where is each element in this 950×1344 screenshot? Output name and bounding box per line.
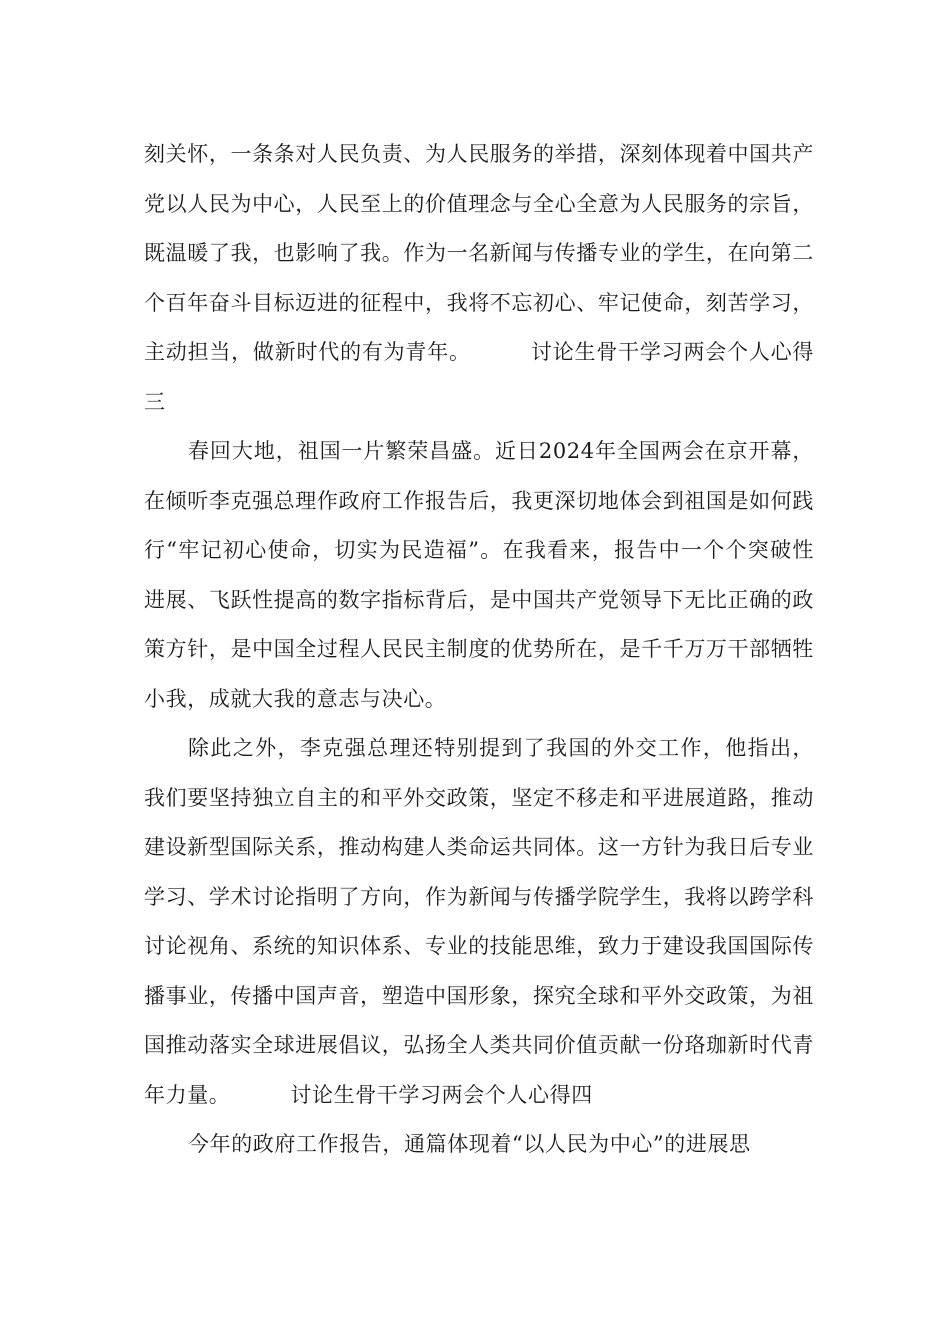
paragraph-2-text: 春回大地，祖国一片繁荣昌盛。近日2024年全国两会在京开幕，在倾听李克强总理作政府工作报告后，我更深切地体会到祖国是如何践行“牢记初心使命，切实为民造福”。在我看来，报告中一个个突破性进展、飞跃性提高的数字指标背后，是中国共产党领导下无比正确的政策方针，是中国全过程人民民主制度的优势所在，是千千万万干部牺牲小我，成就大我的意志与决心。	[144, 439, 814, 711]
paragraph-1	[144, 130, 814, 427]
section-heading-3: 讨论生骨干学习两会个人心得三	[144, 340, 814, 414]
paragraph-4	[144, 1120, 814, 1170]
section-heading-4: 讨论生骨干学习两会个人心得四	[290, 1082, 593, 1107]
paragraph-3	[144, 724, 814, 1120]
paragraph-1-text: 刻关怀，一条条对人民负责、为人民服务的举措，深刻体现着中国共产党以人民为中心，人民至上的价值理念与全心全意为人民服务的宗旨，既温暖了我，也影响了我。作为一名新闻与传播专业的学生，在向第二个百年奋斗目标迈进的征程中，我将不忘初心、牢记使命，刻苦学习，主动担当，做新时代的有为青年。	[144, 142, 814, 364]
paragraph-3-text: 除此之外，李克强总理还特别提到了我国的外交工作，他指出，我们要坚持独立自主的和平外交政策，坚定不移走和平进展道路，推动建设新型国际关系，推动构建人类命运共同体。这一方针为我日后专业学习、学术讨论指明了方向，作为新闻与传播学院学生，我将以跨学科讨论视角、系统的知识体系、专业的技能思维，致力于建设我国国际传播事业，传播中国声音，塑造中国形象，探究全球和平外交政策，为祖国推动落实全球进展倡议，弘扬全人类共同价值贡献一份珞珈新时代青年力量。	[144, 736, 814, 1107]
paragraph-4-text: 今年的政府工作报告，通篇体现着“以人民为中心”的进展思	[188, 1132, 751, 1156]
paragraph-2	[144, 427, 814, 724]
document-body	[144, 130, 814, 1170]
